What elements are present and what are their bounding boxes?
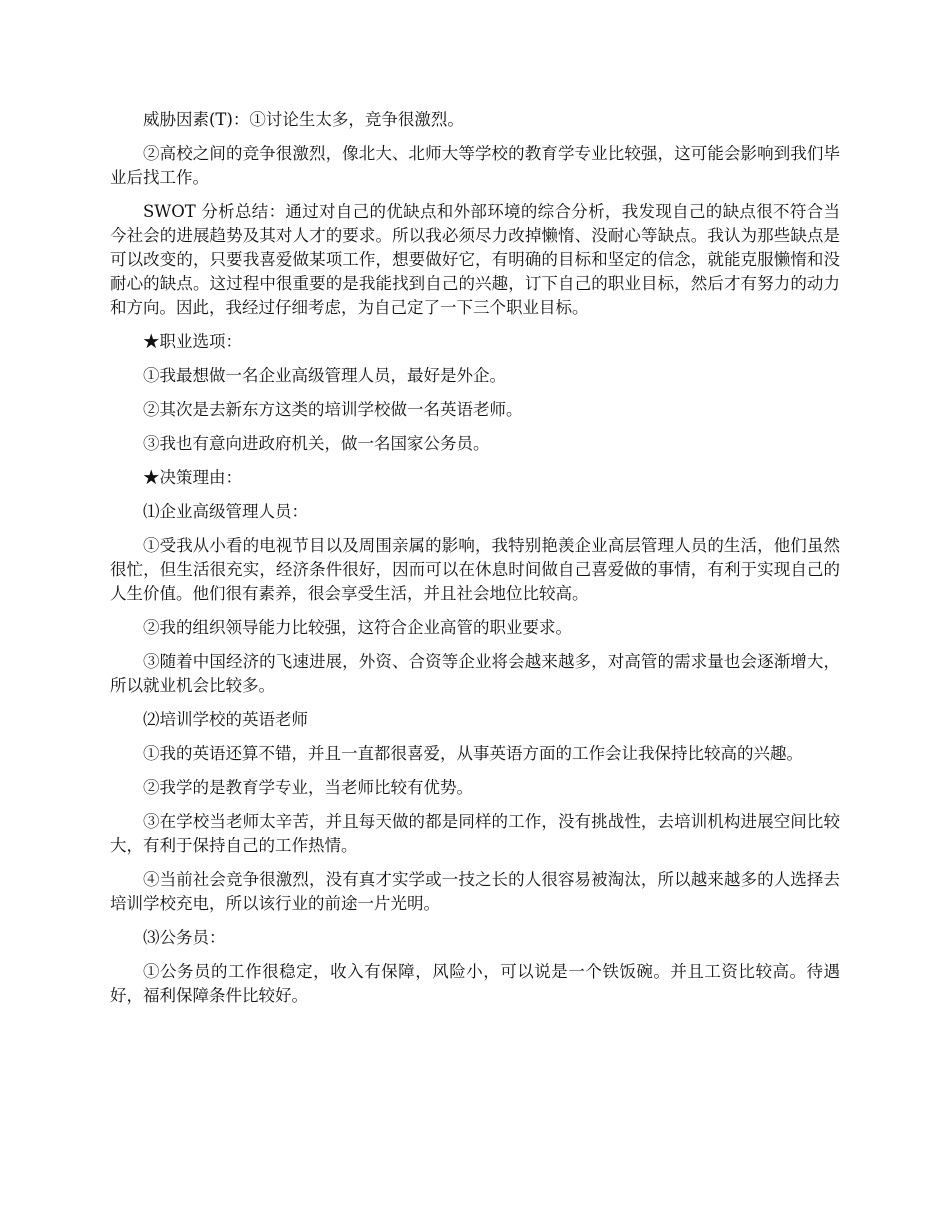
paragraph-manager-reason-2: ②我的组织领导能力比较强，这符合企业高管的职业要求。 [143,618,572,637]
paragraph-swot-summary: SWOT 分析总结：通过对自己的优缺点和外部环境的综合分析，我发现自己的缺点很不符合当今社会的进展趋势及其对人才的要求。所以我必须尽力改掉懒惰、没耐心等缺点。我认为那些缺点是可以改变的，只要我喜爱做某项工作，想要做好它，有明确的目标和坚定的信念，就能克服懒惰和没耐心的缺点。这过程中很重要的是我能找到自己的兴趣，订下自己的职业目标，然后才有努力的动力和方向。因此，我经过仔细考虑，为自己定了一下三个职业目标。 [110,202,840,317]
paragraph-option-3: ③我也有意向进政府机关，做一名国家公务员。 [143,434,490,453]
heading-career-options: ★职业选项： [143,332,242,351]
paragraph-option-1: ①我最想做一名企业高级管理人员，最好是外企。 [143,366,506,385]
subheading-senior-manager: ⑴企业高级管理人员： [143,502,308,521]
heading-decision-reasons: ★决策理由： [143,468,242,487]
document-body [110,108,840,1018]
paragraph-option-2: ②其次是去新东方这类的培训学校做一名英语老师。 [143,400,523,419]
paragraph-threat-factors: 威胁因素(T)：①讨论生太多，竞争很激烈。 [143,110,464,129]
paragraph-manager-reason-3: ③随着中国经济的飞速进展，外资、合资等企业将会越来越多，对高管的需求量也会逐渐增大，所以就业机会比较多。 [110,652,840,695]
subheading-civil-servant: ⑶公务员： [143,928,226,947]
paragraph-teacher-reason-2: ②我学的是教育学专业，当老师比较有优势。 [143,778,473,797]
paragraph-manager-reason-1: ①受我从小看的电视节目以及周围亲属的影响，我特别艳羡企业高层管理人员的生活，他们虽然很忙，但生活很充实，经济条件很好，因而可以在休息时间做自己喜爱做的事情，有利于实现自己的人生价值。他们很有素养，很会享受生活，并且社会地位比较高。 [110,536,840,603]
subheading-english-teacher: ⑵培训学校的英语老师 [143,710,308,729]
paragraph-teacher-reason-3: ③在学校当老师太辛苦，并且每天做的都是同样的工作，没有挑战性，去培训机构进展空间比较大，有利于保持自己的工作热情。 [110,812,840,855]
paragraph-teacher-reason-4: ④当前社会竞争很激烈，没有真才实学或一技之长的人很容易被淘汰，所以越来越多的人选择去培训学校充电，所以该行业的前途一片光明。 [110,870,840,913]
paragraph-civil-servant-reason-1: ①公务员的工作很稳定，收入有保障，风险小，可以说是一个铁饭碗。并且工资比较高。待遇好，福利保障条件比较好。 [110,962,840,1005]
paragraph-teacher-reason-1: ①我的英语还算不错，并且一直都很喜爱，从事英语方面的工作会让我保持比较高的兴趣。 [143,744,803,763]
paragraph-university-competition: ②高校之间的竞争很激烈，像北大、北师大等学校的教育学专业比较强，这可能会影响到我们毕业后找工作。 [110,144,840,187]
